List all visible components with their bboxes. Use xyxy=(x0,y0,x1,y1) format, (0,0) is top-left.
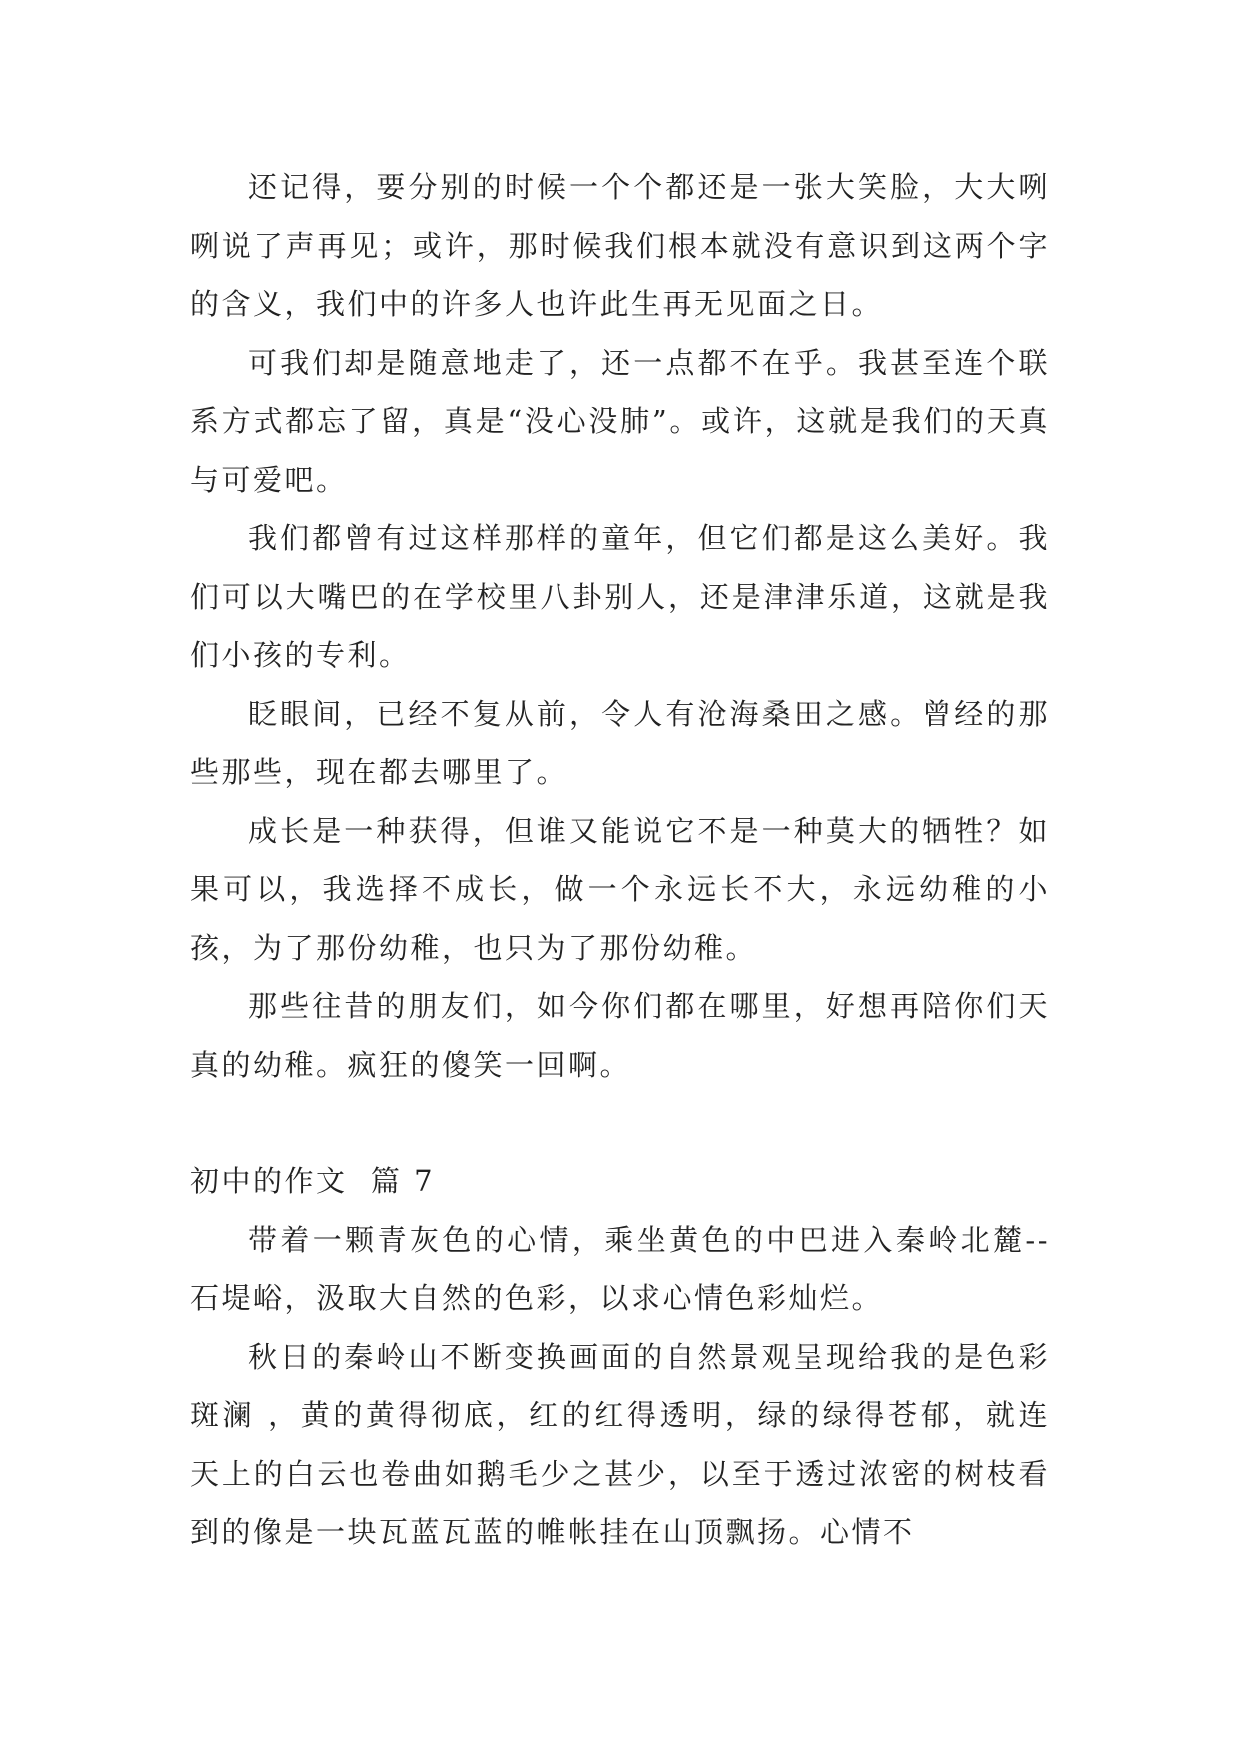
paragraph: 可我们却是随意地走了，还一点都不在乎。我甚至连个联系方式都忘了留，真是“没心没肺”。或许，这就是我们的天真与可爱吧。 xyxy=(190,345,1050,497)
paragraph: 眨眼间，已经不复从前，令人有沧海桑田之感。曾经的那些那些，现在都去哪里了。 xyxy=(190,696,1050,789)
paragraph: 成长是一种获得，但谁又能说它不是一种莫大的牺牲？如果可以，我选择不成长，做一个永远长不大，永远幼稚的小孩，为了那份幼稚，也只为了那份幼稚。 xyxy=(190,813,1050,965)
paragraph: 我们都曾有过这样那样的童年，但它们都是这么美好。我们可以大嘴巴的在学校里八卦别人，还是津津乐道，这就是我们小孩的专利。 xyxy=(190,521,1050,672)
document-body xyxy=(190,158,1050,1562)
paragraph: 秋日的秦岭山不断变换画面的自然景观呈现给我的是色彩斑澜 ，黄的黄得彻底，红的红得透明，绿的绿得苍郁，就连天上的白云也卷曲如鹅毛少之甚少，以至于透过浓密的树枝看到的像是一块瓦蓝瓦蓝的帷帐挂在山顶飘扬。心情不 xyxy=(190,1339,1050,1549)
paragraph: 还记得，要分别的时候一个个都还是一张大笑脸，大大咧咧说了声再见；或许，那时候我们根本就没有意识到这两个字的含义，我们中的许多人也许此生再无见面之日。 xyxy=(190,170,1050,321)
paragraph: 带着一颗青灰色的心情，乘坐黄色的中巴进入秦岭北麓--石堤峪，汲取大自然的色彩，以求心情色彩灿烂。 xyxy=(190,1222,1050,1315)
section-heading: 初中的作文 篇 7 xyxy=(190,1164,436,1198)
paragraph: 那些往昔的朋友们，如今你们都在哪里，好想再陪你们天真的幼稚。疯狂的傻笑一回啊。 xyxy=(190,989,1050,1082)
